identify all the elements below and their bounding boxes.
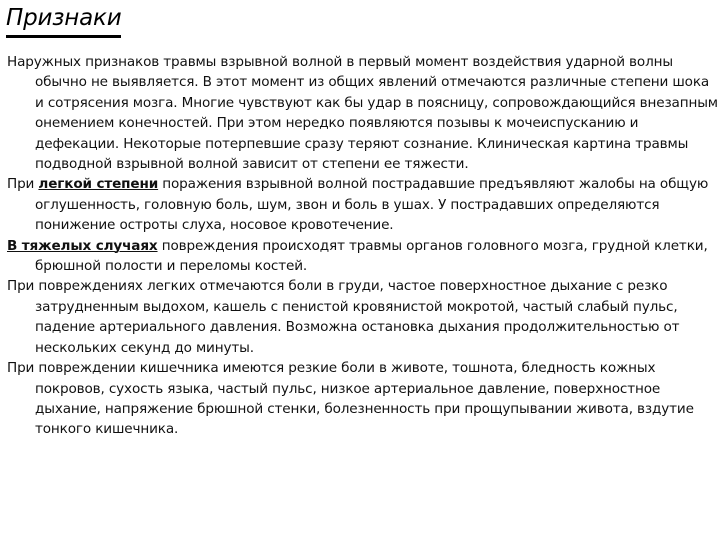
paragraph-text: повреждения происходят травмы органов головного мозга, грудной клетки, брюшной полости и переломы костей.	[35, 237, 708, 275]
paragraph-lead-emphasis: легкой степени	[38, 176, 159, 193]
paragraph-intestine-injuries	[7, 358, 719, 440]
slide-body	[7, 52, 719, 440]
paragraph-general-signs	[7, 52, 719, 174]
title-underline	[6, 35, 121, 38]
slide-title: Признаки	[6, 5, 122, 31]
paragraph-text: Наружных признаков травмы взрывной волной в первый момент воздействия ударной волны обычно не выявляется. В этот момент из общих явлений отмечаются различные степени шока и сотрясения мозга. Многие чувствуют как бы удар в поясницу, сопровождающийся внезапным онемением конечностей. При этом нередко появляются позывы к мочеиспусканию и дефекации. Некоторые потерпевшие сразу теряют сознание. Клиническая картина травмы подводной взрывной волной зависит от степени ее тяжести.	[7, 54, 718, 173]
paragraph-lead-emphasis: В тяжелых случаях	[7, 237, 158, 254]
paragraph-text: поражения взрывной волной пострадавшие предъявляют жалобы на общую оглушенность, головную боль, шум, звон и боль в ушах. У пострадавших определяются понижение остроты слуха, носовое кровотечение.	[35, 176, 709, 234]
paragraph-mild-degree	[7, 174, 719, 235]
paragraph-severe-cases	[7, 236, 719, 277]
paragraph-lead: При	[7, 176, 39, 193]
paragraph-lung-injuries	[7, 276, 719, 358]
paragraph-text: При повреждении кишечника имеются резкие боли в животе, тошнота, бледность кожных покровов, сухость языка, частый пульс, низкое артериальное давление, поверхностное дыхание, напряжение брюшной стенки, болезненность при прощупывании живота, вздутие тонкого кишечника.	[7, 360, 694, 438]
paragraph-text: При повреждениях легких отмечаются боли в груди, частое поверхностное дыхание с резко затрудненным выдохом, кашель с пенистой кровянистой мокротой, частый слабый пульс, падение артериального давления. Возможна остановка дыхания продолжительностью от нескольких секунд до минуты.	[7, 278, 680, 356]
